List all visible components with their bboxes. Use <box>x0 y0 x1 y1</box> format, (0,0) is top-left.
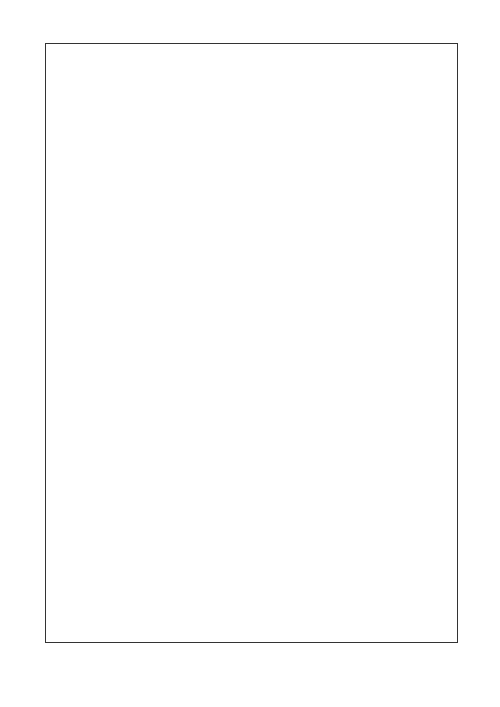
process-flow-diagram <box>46 44 459 604</box>
document-frame <box>45 43 458 643</box>
